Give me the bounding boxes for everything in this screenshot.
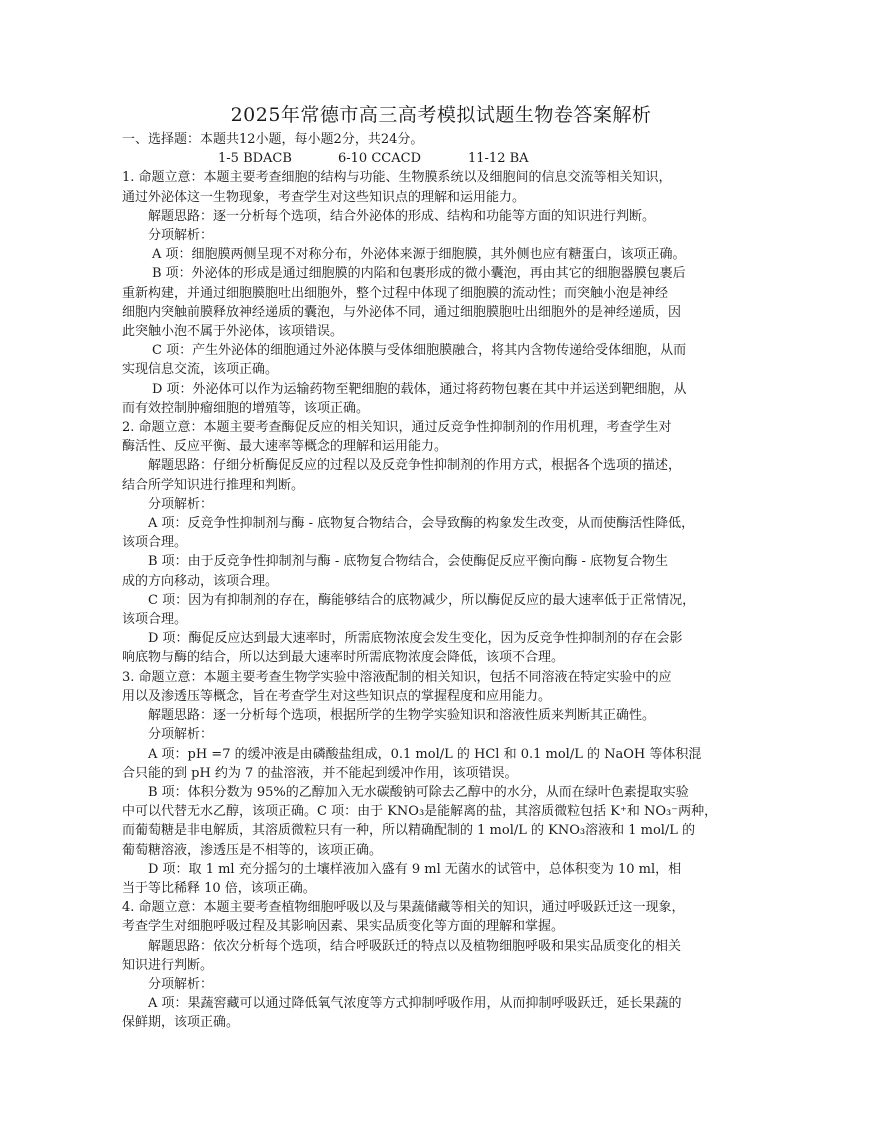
- text-line: B 项：外泌体的形成是通过细胞膜的内陷和包裹形成的微小囊泡，再由其它的细胞器膜包裹后: [152, 266, 686, 282]
- text-line: D 项：外泌体可以作为运输药物至靶细胞的载体，通过将药物包裹在其中并运送到靶细胞，从: [152, 381, 687, 397]
- document-title: 2025年常德市高三高考模拟试题生物卷答案解析: [230, 104, 652, 126]
- text-line: A 项：pH =7 的缓冲液是由磷酸盐组成，0.1 mol/L 的 HCl 和 0.1 mol/L 的 NaOH 等体积混: [148, 746, 702, 762]
- text-line: 分项解析：: [148, 228, 214, 244]
- text-line: 当于等比稀释 10 倍，该项正确。: [122, 880, 316, 896]
- answer-group: 6-10 CCACD: [338, 151, 421, 167]
- text-line: 重新构建，并通过细胞膜胞吐出细胞外，整个过程中体现了细胞膜的流动性；而突触小泡是神经: [122, 285, 669, 301]
- text-line: 解题思路：仔细分析酶促反应的过程以及反竞争性抑制剂的作用方式，根据各个选项的描述，: [148, 458, 682, 474]
- text-line: 解题思路：依次分析每个选项，结合呼吸跃迁的特点以及植物细胞呼吸和果实品质变化的相关: [148, 938, 682, 954]
- text-line: 细胞内突触前膜释放神经递质的囊泡，与外泌体不同，通过细胞膜胞吐出细胞外的是神经递质，因: [122, 304, 682, 320]
- text-line: 分项解析：: [148, 727, 214, 743]
- text-line: 通过外泌体这一生物现象，考查学生对这些知识点的理解和运用能力。: [122, 189, 526, 205]
- explanation-lines: [122, 168, 760, 1032]
- text-line: 该项合理。: [122, 612, 188, 628]
- text-line: 而有效控制肿瘤细胞的增殖等，该项正确。: [122, 400, 370, 416]
- text-line: D 项：酶促反应达到最大速率时，所需底物浓度会发生变化，因为反竞争性抑制剂的存在会影: [148, 631, 683, 647]
- text-line: 解题思路：逐一分析每个选项，结合外泌体的形成、结构和功能等方面的知识进行判断。: [148, 208, 656, 224]
- text-line: 该项合理。: [122, 535, 188, 551]
- text-line: 1. 命题立意：本题主要考查细胞的结构与功能、生物膜系统以及细胞间的信息交流等相关知识，: [122, 170, 672, 186]
- text-line: 酶活性、反应平衡、最大速率等概念的理解和运用能力。: [122, 439, 448, 455]
- text-line: C 项：产生外泌体的细胞通过外泌体膜与受体细胞膜融合，将其内含物传递给受体细胞，从而: [152, 343, 687, 359]
- text-line: B 项：由于反竞争性抑制剂与酶 - 底物复合物结合，会使酶促反应平衡向酶 - 底物复合物生: [148, 554, 669, 570]
- text-line: 用以及渗透压等概念，旨在考查学生对这些知识点的掌握程度和应用能力。: [122, 688, 552, 704]
- answer-group: 11-12 BA: [468, 151, 529, 167]
- text-line: A 项：反竞争性抑制剂与酶 - 底物复合物结合，会导致酶的构象发生改变，从而使酶活性降低，: [148, 516, 695, 532]
- text-line: 考查学生对细胞呼吸过程及其影响因素、果实品质变化等方面的理解和掌握。: [122, 919, 565, 935]
- text-line: 3. 命题立意：本题主要考查生物学实验中溶液配制的相关知识，包括不同溶液在特定实验中的应: [122, 669, 672, 685]
- text-line: 此突触小泡不属于外泌体，该项错误。: [122, 324, 344, 340]
- text-line: B 项：体积分数为 95%的乙醇加入无水碳酸钠可除去乙醇中的水分，从而在绿叶色素提取实验: [148, 784, 689, 800]
- text-line: 实现信息交流，该项正确。: [122, 362, 279, 378]
- text-line: 而葡萄糖是非电解质，其溶质微粒只有一种，所以精确配制的 1 mol/L 的 KNO₃溶液和 1 mol/L 的: [122, 823, 696, 839]
- text-line: A 项：果蔬窖藏可以通过降低氧气浓度等方式抑制呼吸作用，从而抑制呼吸跃迁，延长果蔬的: [148, 996, 682, 1012]
- text-line: 知识进行判断。: [122, 957, 214, 973]
- text-line: 4. 命题立意：本题主要考查植物细胞呼吸以及与果蔬储藏等相关的知识，通过呼吸跃迁这一现象，: [122, 900, 685, 916]
- text-line: C 项：因为有抑制剂的存在，酶能够结合的底物减少，所以酶促反应的最大速率低于正常情况，: [148, 592, 696, 608]
- text-line: 成的方向移动，该项合理。: [122, 573, 279, 589]
- text-line: D 项：取 1 ml 充分摇匀的土壤样液加入盛有 9 ml 无菌水的试管中，总体积变为 10 ml，相: [148, 861, 682, 877]
- document-body: [122, 130, 760, 1033]
- text-line: 响底物与酶的结合，所以达到最大速率时所需底物浓度会降低，该项不合理。: [122, 650, 565, 666]
- text-line: 保鲜期，该项正确。: [122, 1015, 240, 1031]
- text-line: 分项解析：: [148, 976, 214, 992]
- text-line: A 项：细胞膜两侧呈现不对称分布，外泌体来源于细胞膜，其外侧也应有糖蛋白，该项正确。: [152, 247, 686, 263]
- section-heading: 一、选择题：本题共12小题，每小题2分，共24分。: [122, 132, 424, 147]
- text-line: 分项解析：: [148, 496, 214, 512]
- text-line: 解题思路：逐一分析每个选项，根据所学的生物学实验知识和溶液性质来判断其正确性。: [148, 708, 656, 724]
- answer-group: 1-5 BDACB: [218, 151, 292, 167]
- text-line: 2. 命题立意：本题主要考查酶促反应的相关知识，通过反竞争性抑制剂的作用机理，考查学生对: [122, 420, 672, 436]
- text-line: 合只能的到 pH 约为 7 的盐溶液，并不能起到缓冲作用，该项错误。: [122, 765, 518, 781]
- answer-key: [122, 149, 760, 168]
- text-line: 中可以代替无水乙醇，该项正确。C 项：由于 KNO₃是能解离的盐，其溶质微粒包括 K⁺和 NO₃⁻两种，: [122, 804, 718, 820]
- text-line: 葡萄糖溶液，渗透压是不相等的，该项正确。: [122, 842, 383, 858]
- text-line: 结合所学知识进行推理和判断。: [122, 477, 305, 493]
